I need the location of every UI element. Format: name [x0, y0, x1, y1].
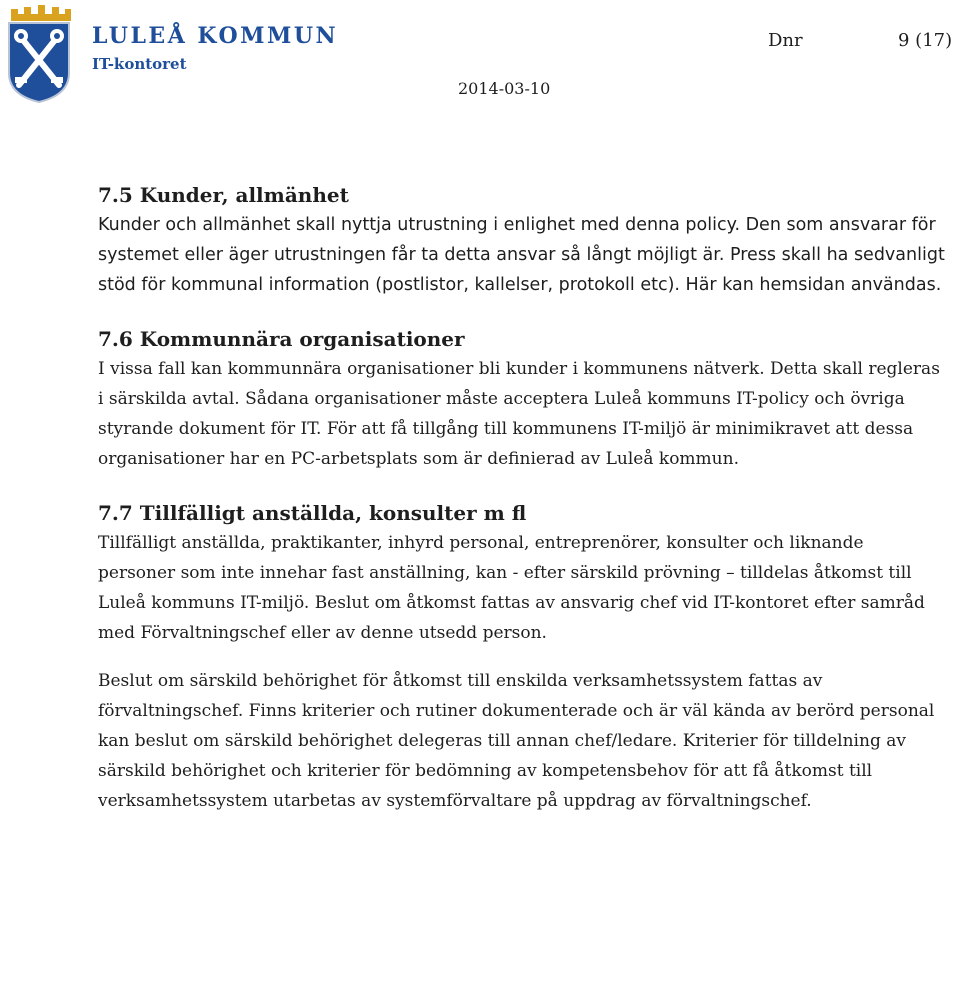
section-7-6 — [98, 324, 946, 474]
lulea-coat-of-arms-icon — [3, 3, 73, 103]
document-date: 2014-03-10 — [458, 79, 551, 98]
section-7-5 — [98, 180, 946, 300]
section-paragraph: Beslut om särskild behörighet för åtkomst till enskilda verksamhetssystem fattas av förvaltningschef. Finns kriterier och rutiner dokumenterade och är väl kända av berörd personal kan beslut om särskild behörighet delegeras till annan chef/ledare. Kriterier för tilldelning av särskild behörighet och kriterier för bedömning av kompetensbehov för att få åtkomst till verksamhetssystem utarbetas av systemförvaltare på uppdrag av förvaltningschef. — [98, 671, 935, 811]
section-heading: 7.6 Kommunnära organisationer — [98, 327, 465, 351]
section-paragraph: I vissa fall kan kommunnära organisationer bli kunder i kommunens nätverk. Detta skall regleras i särskilda avtal. Sådana organisationer måste acceptera Luleå kommuns IT-policy och övriga styrande dokument för IT. För att få tillgång till kommunens IT-miljö är minimikravet att dessa organisationer har en PC-arbetsplats som är definierad av Luleå kommun. — [98, 359, 940, 469]
section-heading: 7.5 Kunder, allmänhet — [98, 183, 349, 207]
document-header — [0, 0, 960, 110]
paragraph-gap — [98, 648, 946, 666]
document-body — [98, 180, 946, 840]
section-paragraph: Kunder och allmänhet skall nyttja utrustning i enlighet med denna policy. Den som ansvarar för systemet eller äger utrustningen får ta detta ansvar så långt möjligt är. Press skall ha sedvanligt stöd för kommunal information (postlistor, kallelser, protokoll etc). Här kan hemsidan användas. — [98, 215, 945, 295]
section-7-7 — [98, 498, 946, 816]
dnr-label: Dnr — [768, 30, 803, 51]
section-heading: 7.7 Tillfälligt anställda, konsulter m fl — [98, 501, 527, 525]
page-indicator: 9 (17) — [898, 30, 953, 51]
organization-name: LULEÅ KOMMUN — [92, 23, 339, 49]
department-name: IT-kontoret — [92, 55, 187, 73]
section-paragraph: Tillfälligt anställda, praktikanter, inhyrd personal, entreprenörer, konsulter och liknande personer som inte innehar fast anställning, kan - efter särskild prövning – tilldelas åtkomst till Luleå kommuns IT-miljö. Beslut om åtkomst fattas av ansvarig chef vid IT-kontoret efter samråd med Förvaltningschef eller av denne utsedd person. — [98, 533, 925, 643]
